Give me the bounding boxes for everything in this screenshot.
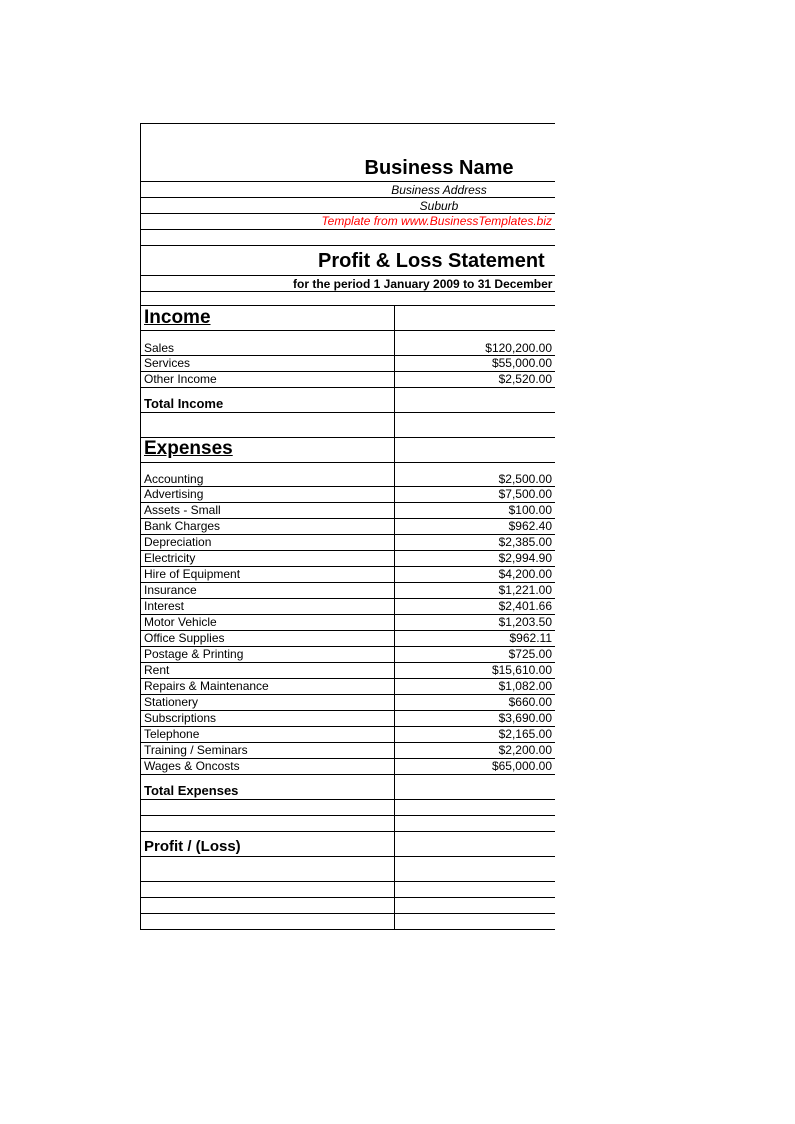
expense-value: $962.40 [508,519,552,533]
grid-line [141,694,555,695]
profit-loss-label: Profit / (Loss) [144,838,241,855]
expense-value: $725.00 [508,647,552,661]
grid-line [141,275,555,276]
expense-label: Accounting [144,472,204,486]
expense-value: $2,165.00 [498,727,552,741]
expenses-heading: Expenses [144,438,233,459]
grid-line [141,181,555,182]
expense-label: Subscriptions [144,711,217,725]
grid-line [141,330,555,331]
grid-line [141,229,555,230]
grid-line [141,856,555,857]
expense-label: Hire of Equipment [144,567,241,581]
expense-value: $2,385.00 [498,535,552,549]
grid-line [141,462,555,463]
expense-value: $660.00 [508,695,552,709]
grid-line [141,799,555,800]
business-address: Business Address [391,183,487,197]
business-name: Business Name [364,157,514,179]
statement-period: for the period 1 January 2009 to 31 December [293,277,553,291]
suburb: Suburb [419,199,459,213]
expense-label: Repairs & Maintenance [144,679,269,693]
expense-value: $1,082.00 [498,679,552,693]
expense-label: Electricity [144,551,196,565]
grid-line [141,815,555,816]
expense-label: Bank Charges [144,519,221,533]
income-label: Sales [144,341,175,355]
total-income-label: Total Income [144,396,224,411]
expense-value: $2,500.00 [498,472,552,486]
expense-value: $1,203.50 [498,615,552,629]
grid-line [141,582,555,583]
expense-value: $15,610.00 [491,663,552,677]
expense-label: Stationery [144,695,199,709]
expense-label: Advertising [144,487,204,501]
expense-label: Depreciation [144,535,212,549]
expense-label: Telephone [144,727,200,741]
income-value: $120,200.00 [485,341,552,355]
grid-line [141,305,555,306]
grid-line [141,774,555,775]
statement-title: Profit & Loss Statement [318,250,545,272]
grid-line [141,412,555,413]
expense-value: $2,401.66 [498,599,552,613]
grid-line [141,291,555,292]
expense-label: Office Supplies [144,631,225,645]
column-divider [394,305,395,929]
income-label: Services [144,356,191,370]
income-label: Other Income [144,372,217,386]
expense-value: $4,200.00 [498,567,552,581]
income-value: $2,520.00 [498,372,552,386]
grid-line [141,831,555,832]
grid-line [141,387,555,388]
expense-label: Wages & Oncosts [144,759,240,773]
grid-line [141,726,555,727]
expense-value: $962.11 [509,631,552,645]
template-credit: Template from www.BusinessTemplates.biz [321,214,552,228]
expense-value: $65,000.00 [491,759,552,773]
grid-line [141,245,555,246]
grid-line [141,550,555,551]
expense-label: Rent [144,663,170,677]
expense-value: $2,200.00 [498,743,552,757]
expense-value: $1,221.00 [498,583,552,597]
expense-value: $7,500.00 [498,487,552,501]
grid-line [141,598,555,599]
grid-line [141,897,555,898]
grid-line [141,197,555,198]
expense-label: Interest [144,599,185,613]
total-expenses-label: Total Expenses [144,783,239,798]
income-value: $55,000.00 [491,356,552,370]
expense-label: Postage & Printing [144,647,244,661]
grid-line [141,913,555,914]
expense-label: Insurance [144,583,197,597]
expense-value: $3,690.00 [498,711,552,725]
expense-label: Training / Seminars [144,743,248,757]
expense-value: $100.00 [508,503,552,517]
expense-value: $2,994.90 [498,551,552,565]
income-heading: Income [144,307,211,328]
expense-label: Assets - Small [144,503,221,517]
spreadsheet-page [140,123,555,930]
expense-label: Motor Vehicle [144,615,217,629]
grid-line [141,881,555,882]
